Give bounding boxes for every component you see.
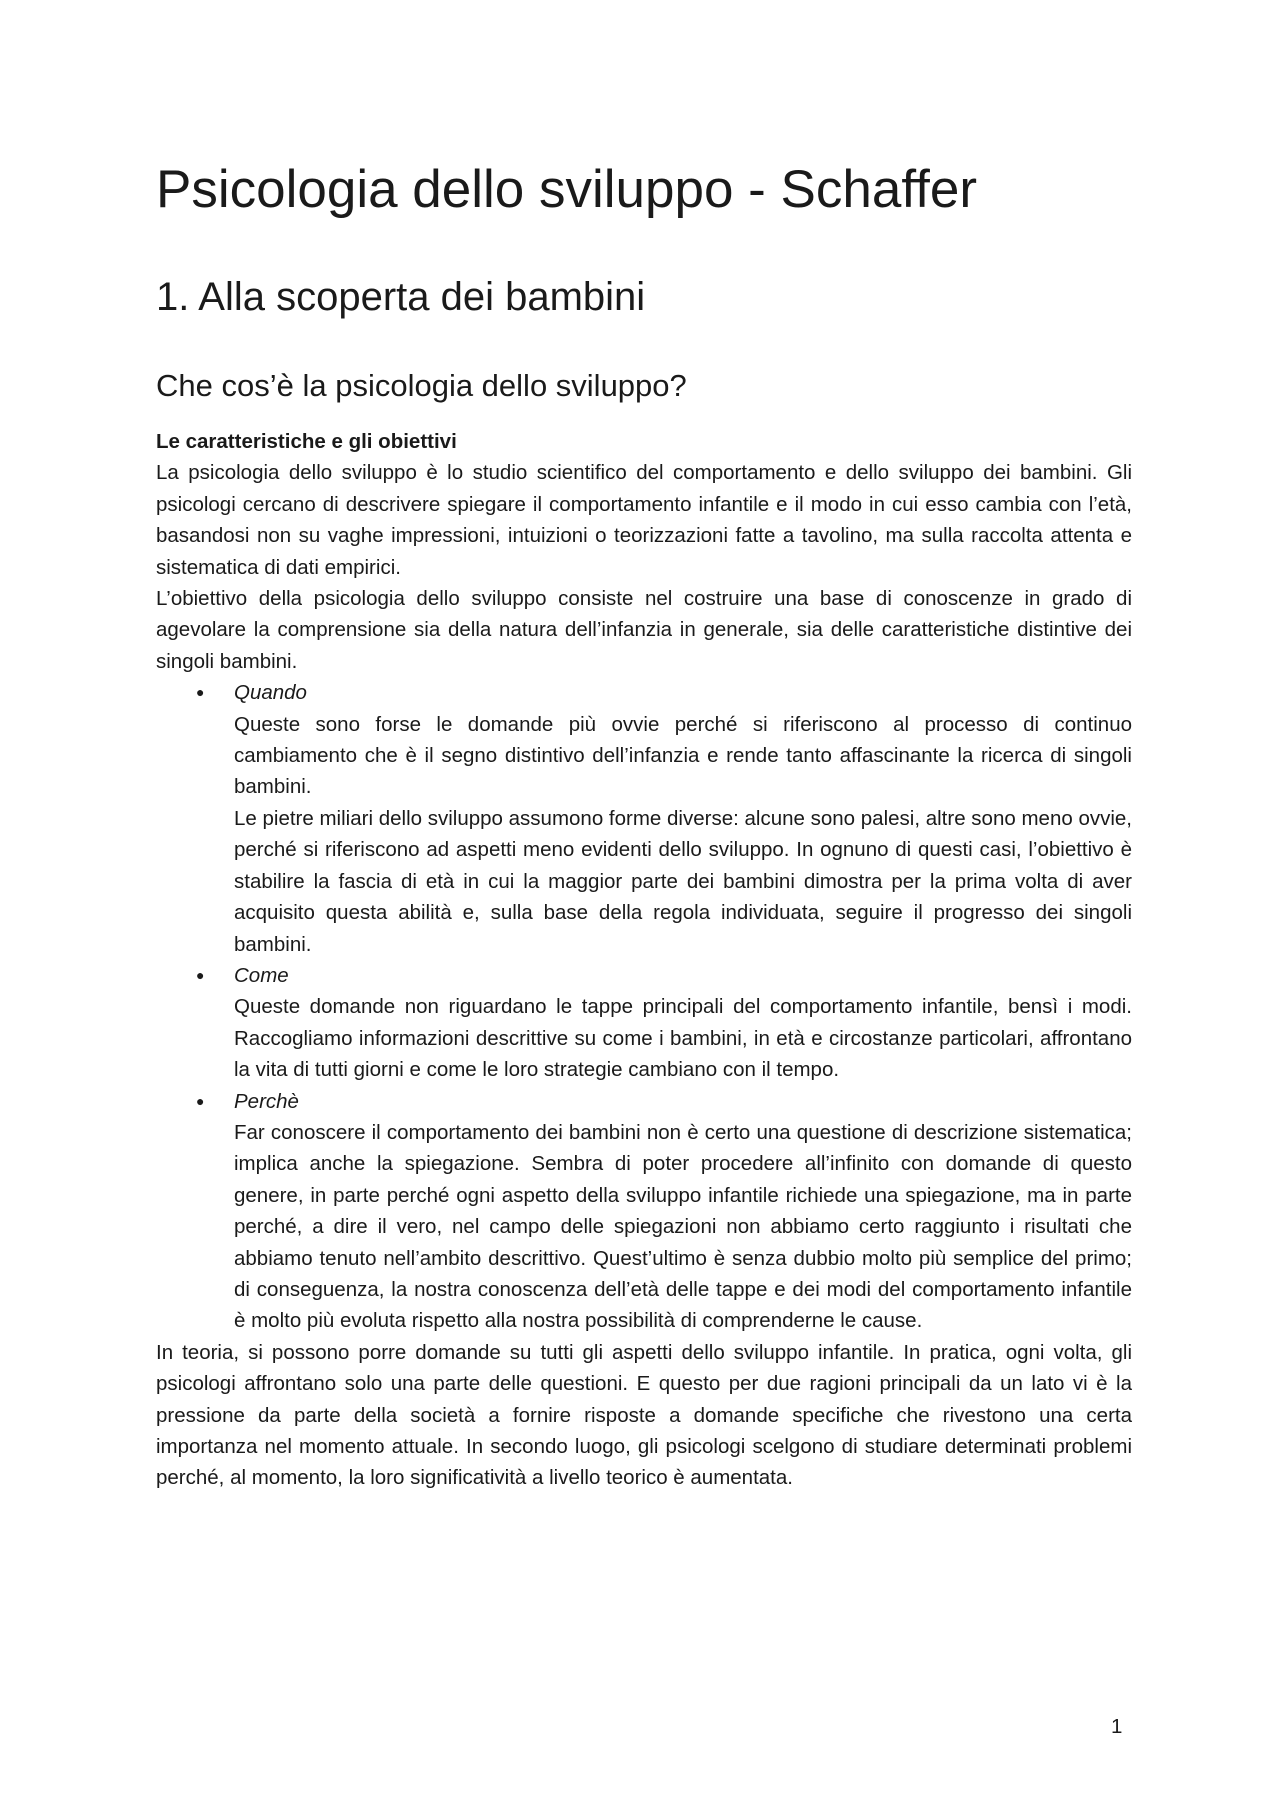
intro-paragraph: La psicologia dello sviluppo è lo studio scientifico del comportamento e dello sviluppo dei bambini. Gli psicologi cercano di descrivere spiegare il comportamento infantile e il modo in cui esso cambia con l’età, basandosi non su vaghe impressioni, intuizioni o teorizzazioni fatte a tavolino, ma sulla raccolta attenta e sistematica di dati empirici. bbox=[156, 461, 1132, 579]
closing-paragraph: In teoria, si possono porre domande su tutti gli aspetti dello sviluppo infantile. In pratica, ogni volta, gli psicologi affrontano solo una parte delle questioni. E questo per due ragioni principali da un lato vi è la pressione da parte della società a fornire risposte a domande specifiche che rivestono una certa importanza nel momento attuale. In secondo luogo, gli psicologi scelgono di studiare determinati problemi perché, al momento, la loro significatività a livello teorico è aumentata. bbox=[156, 1340, 1132, 1490]
bullet-icon: ● bbox=[196, 966, 205, 983]
list-item-come bbox=[156, 960, 1132, 1086]
document-body bbox=[156, 426, 1132, 1494]
document-title: Psicologia dello sviluppo - Schaffer bbox=[156, 160, 977, 219]
section-heading: Che cos’è la psicologia dello sviluppo? bbox=[156, 368, 687, 403]
list-item-paragraph: Queste domande non riguardano le tappe principali del comportamento infantile, bensì i modi. Raccogliamo informazioni descrittive su come i bambini, in età e circostanze particolari, affrontano la vita di tutti giorni e come le loro strategie cambiano con il tempo. bbox=[234, 995, 1132, 1082]
list-item-paragraph: Queste sono forse le domande più ovvie perché si riferiscono al processo di continuo cambiamento che è il segno distintivo dell’infanzia e rende tanto affascinante la ricerca di singoli bambini. bbox=[234, 712, 1132, 799]
list-item-title: Perchè bbox=[234, 1089, 299, 1113]
list-item-paragraph: Le pietre miliari dello sviluppo assumono forme diverse: alcune sono palesi, altre sono meno ovvie, perché si riferiscono ad aspetti meno evidenti dello sviluppo. In ognuno di questi casi, l’obiettivo è stabilire la fascia di età in cui la maggior parte dei bambini dimostra per la prima volta di aver acquisito questa abilità e, sulla base della regola individuata, seguire il progresso dei singoli bambini. bbox=[234, 806, 1132, 956]
list-item-title: Come bbox=[234, 963, 289, 987]
intro-paragraph: L’obiettivo della psicologia dello sviluppo consiste nel costruire una base di conoscenze in grado di agevolare la comprensione sia della natura dell’infanzia in generale, sia delle caratteristiche distintive dei singoli bambini. bbox=[156, 587, 1132, 673]
bullet-icon: ● bbox=[196, 684, 205, 701]
chapter-heading: 1. Alla scoperta dei bambini bbox=[156, 275, 646, 319]
list-item-quando bbox=[156, 677, 1132, 960]
page-number: 1 bbox=[1111, 1715, 1123, 1738]
list-item-perche bbox=[156, 1086, 1132, 1337]
question-list bbox=[156, 677, 1132, 1337]
bullet-icon: ● bbox=[196, 1092, 205, 1109]
list-item-paragraph: Far conoscere il comportamento dei bambini non è certo una questione di descrizione sistematica; implica anche la spiegazione. Sembra di poter procedere all’infinito con domande di questo genere, in parte perché ogni aspetto della sviluppo infantile richiede una spiegazione, ma in parte perché, a dire il vero, nel campo delle spiegazioni non abbiamo certo raggiunto i risultati che abbiamo tenuto nell’ambito descrittivo. Quest’ultimo è senza dubbio molto più semplice del primo; di conseguenza, la nostra conoscenza dell’età delle tappe e dei modi del comportamento infantile è molto più evoluta rispetto alla nostra possibilità di comprenderne le cause. bbox=[234, 1120, 1132, 1333]
subsection-heading: Le caratteristiche e gli obiettivi bbox=[156, 430, 457, 453]
list-item-title: Quando bbox=[234, 681, 307, 705]
